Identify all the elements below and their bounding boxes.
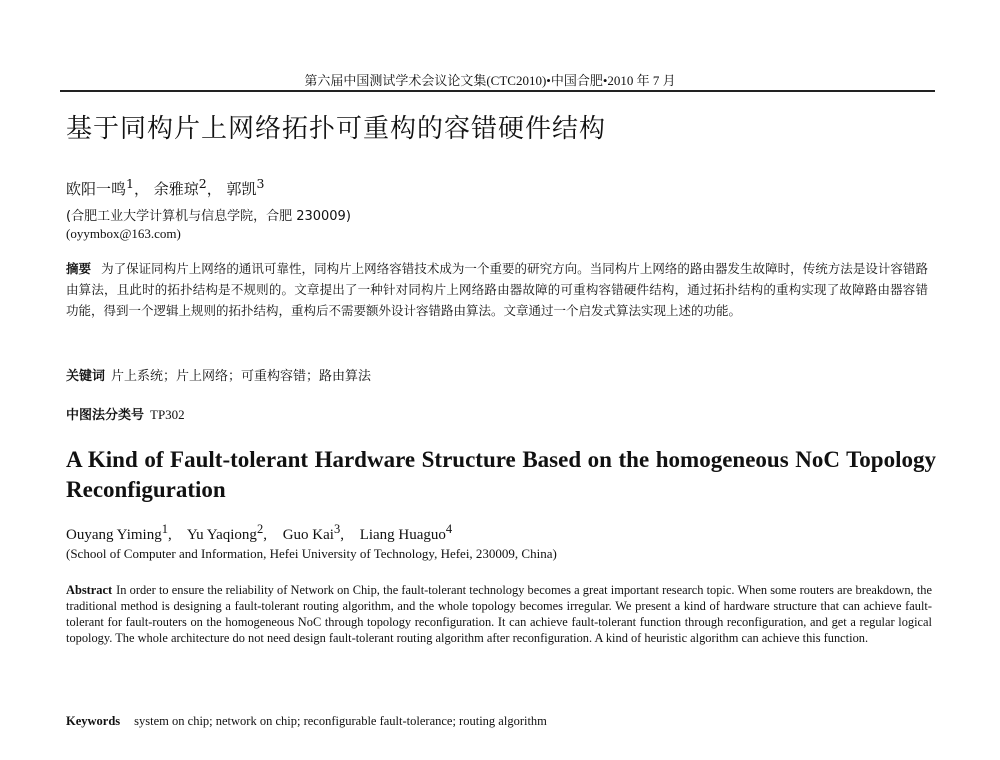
header-rule (60, 90, 935, 92)
chinese-affiliation: (合肥工业大学计算机与信息学院，合肥 230009) (66, 209, 351, 224)
clc-code: TP302 (150, 407, 185, 422)
chinese-authors: 欧阳一鸣$^1$， 余雅琼$^2$， 郭凯$^3$ (66, 176, 265, 198)
chinese-keywords-text: 片上系统；片上网络；可重构容错；路由算法 (111, 369, 372, 384)
english-title: A Kind of Fault-tolerant Hardware Structure Based on the homogeneous NoC Topology Reconfiguration (66, 447, 936, 502)
chinese-abstract (66, 258, 928, 321)
english-keywords (66, 714, 547, 729)
author-en-3: Guo Kai$^3$, (282, 522, 344, 543)
english-keywords-label: Keywords (66, 714, 121, 728)
author-en-4: Liang Huaguo$^4$ (359, 522, 453, 543)
author-en-2: Yu Yaqiong$^2$, (186, 522, 267, 543)
running-header: 第六届中国测试学术会议论文集(CTC2010)•中国合肥•2010 年 7 月 (304, 73, 676, 88)
cut-off-text-line (60, 752, 935, 760)
clc-label: 中图法分类号 (66, 408, 145, 423)
author-cn-2: 余雅琼$^2$ (153, 176, 207, 198)
chinese-keywords-label: 关键词 (66, 369, 106, 384)
chinese-abstract-text: 为了保证同构片上网络的通讯可靠性，同构片上网络容错技术成为一个重要的研究方向。当同构片上网络的路由器发生故障时，传统方法是设计容错路由算法，且此时的拓扑结构是不规则的。文章提出了一种针对同构片上网络路由器故障的可重构容错硬件结构，通过拓扑结构的重构实现了故障路由器容错功能，得到一个逻辑上规则的拓扑结构，重构后不需要额外设计容错路由算法。文章通过一个启发式算法实现上述的功能。 (66, 261, 928, 318)
author-email: (oyymbox@163.com) (66, 226, 181, 241)
author-cn-1: 欧阳一鸣$^1$ (66, 176, 134, 198)
chinese-abstract-label: 摘要 (66, 261, 92, 276)
english-affiliation: (School of Computer and Information, Hefei University of Technology, Hefei, 230009, China) (66, 546, 557, 561)
author-cn-3: 郭凯$^3$ (226, 176, 265, 198)
clc-number (66, 404, 185, 423)
english-abstract (66, 582, 932, 646)
english-abstract-label: Abstract (66, 583, 113, 597)
english-abstract-text: In order to ensure the reliability of Network on Chip, the fault-tolerant technology becomes a great important research topic. When some routers are breakdown, the traditional method is designing a fault-tolerant routing algorithm, and the whole topology becomes irregular. We present a kind of hardware structure that can achieve fault-tolerant for fault-routers on the homogeneous NoC through topology reconfiguration. It can achieve fault-tolerant function through reconfiguration, and get a regular logical topology. The whole architecture do not need design fault-tolerant routing algorithm after reconfiguration. A kind of heuristic algorithm can achieve this function. (66, 583, 932, 645)
chinese-title: 基于同构片上网络拓扑可重构的容错硬件结构 (66, 114, 607, 144)
english-authors (66, 522, 464, 544)
author-en-1: Ouyang Yiming$^1$, (66, 522, 172, 543)
english-keywords-text: system on chip; network on chip; reconfigurable fault-tolerance; routing algorithm (134, 714, 547, 728)
chinese-keywords (66, 365, 371, 384)
